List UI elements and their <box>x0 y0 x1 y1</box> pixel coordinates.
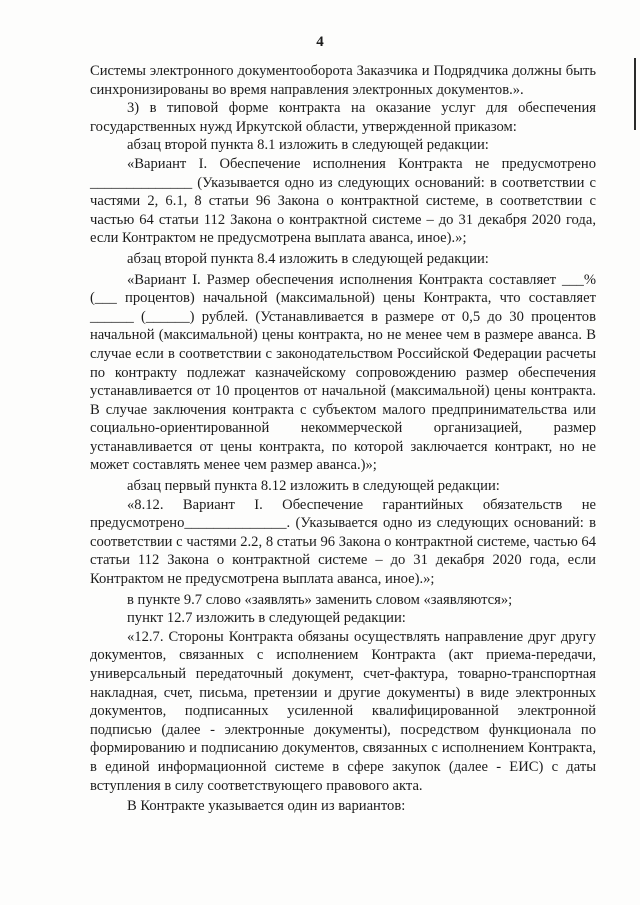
scan-edge-mark <box>634 58 636 130</box>
page-number: 4 <box>316 34 324 50</box>
document-body <box>90 62 596 816</box>
paragraph-instruction-12-7: пункт 12.7 изложить в следующей редакции: <box>127 610 406 627</box>
paragraph-quote-8-1: «Вариант I. Обеспечение исполнения Контракта не предусмотрено ______________ (Указывается одно из следующих оснований: в соответствии с частями 2, 6.1, 8 статьи 96 Закона о контрактной системе, в соответствии с частью 64 статьи 112 Закона о контрактной системе – до 31 декабря 2020 года, если Контрактом не предусмотрена выплата аванса, иное).»; <box>90 155 596 247</box>
paragraph-instruction-8-4: абзац второй пункта 8.4 изложить в следующей редакции: <box>127 250 489 267</box>
paragraph-quote-12-7: «12.7. Стороны Контракта обязаны осуществлять направление друг другу документов, связанных с исполнением Контракта (акт приема-передачи, универсальный передаточный документ, счет-фактура, товарно-транспортная накладная, счет, письма, претензии и другие документы) в виде электронных документов, подписанных усиленной квалифицированной электронной подписью (далее - электронные документы), посредством функционала по формированию и подписанию документов, связанных с исполнением Контракта, в единой информационной системе в сфере закупок (далее - ЕИС) с даты вступления в силу соответствующего правового акта. <box>90 628 596 794</box>
paragraph-item-3: 3) в типовой форме контракта на оказание услуг для обеспечения государственных нужд Иркутской области, утвержденной приказом: <box>90 100 596 135</box>
paragraph-quote-8-12: «8.12. Вариант I. Обеспечение гарантийных обязательств не предусмотрено______________. (Указывается одно из следующих оснований: в соответствии с частями 2.2, 8 статьи 96 Закона о контрактной системе, частью 64 статьи 112 Закона о контрактной системе – до 31 декабря 2020 года, если Контрактом не предусмотрена выплата аванса, иное).»; <box>90 496 596 588</box>
paragraph-quote-8-4: «Вариант I. Размер обеспечения исполнения Контракта составляет ___% (___ процентов) начальной (максимальной) цены Контракта, что составляет ______ (______) рублей. (Устанавливается в размере от 0,5 до 30 процентов начальной (максимальной) цены контракта, но не менее чем в размере аванса. В случае если в соответствии с законодательством Российской Федерации расчеты по контракту подлежат казначейскому сопровождению размер обеспечения устанавливается от 10 процентов от начальной (максимальной) цены контракта. В случае заключения контракта с субъектом малого предпринимательства или социально-ориентированной некоммерческой организацией, размер устанавливается от цены контракта, по которой заключается контракт, но не может составлять менее чем размер аванса.)»; <box>90 271 596 474</box>
paragraph-instruction-8-1: абзац второй пункта 8.1 изложить в следующей редакции: <box>127 137 489 154</box>
paragraph-variants-note: В Контракте указывается один из вариантов: <box>127 798 406 815</box>
paragraph-instruction-8-12: абзац первый пункта 8.12 изложить в следующей редакции: <box>127 478 500 495</box>
paragraph-continuation: Системы электронного документооборота Заказчика и Подрядчика должны быть синхронизированы во время направления электронных документов.». <box>90 63 596 98</box>
paragraph-item-9-7: в пункте 9.7 слово «заявлять» заменить словом «заявляются»; <box>127 591 513 608</box>
